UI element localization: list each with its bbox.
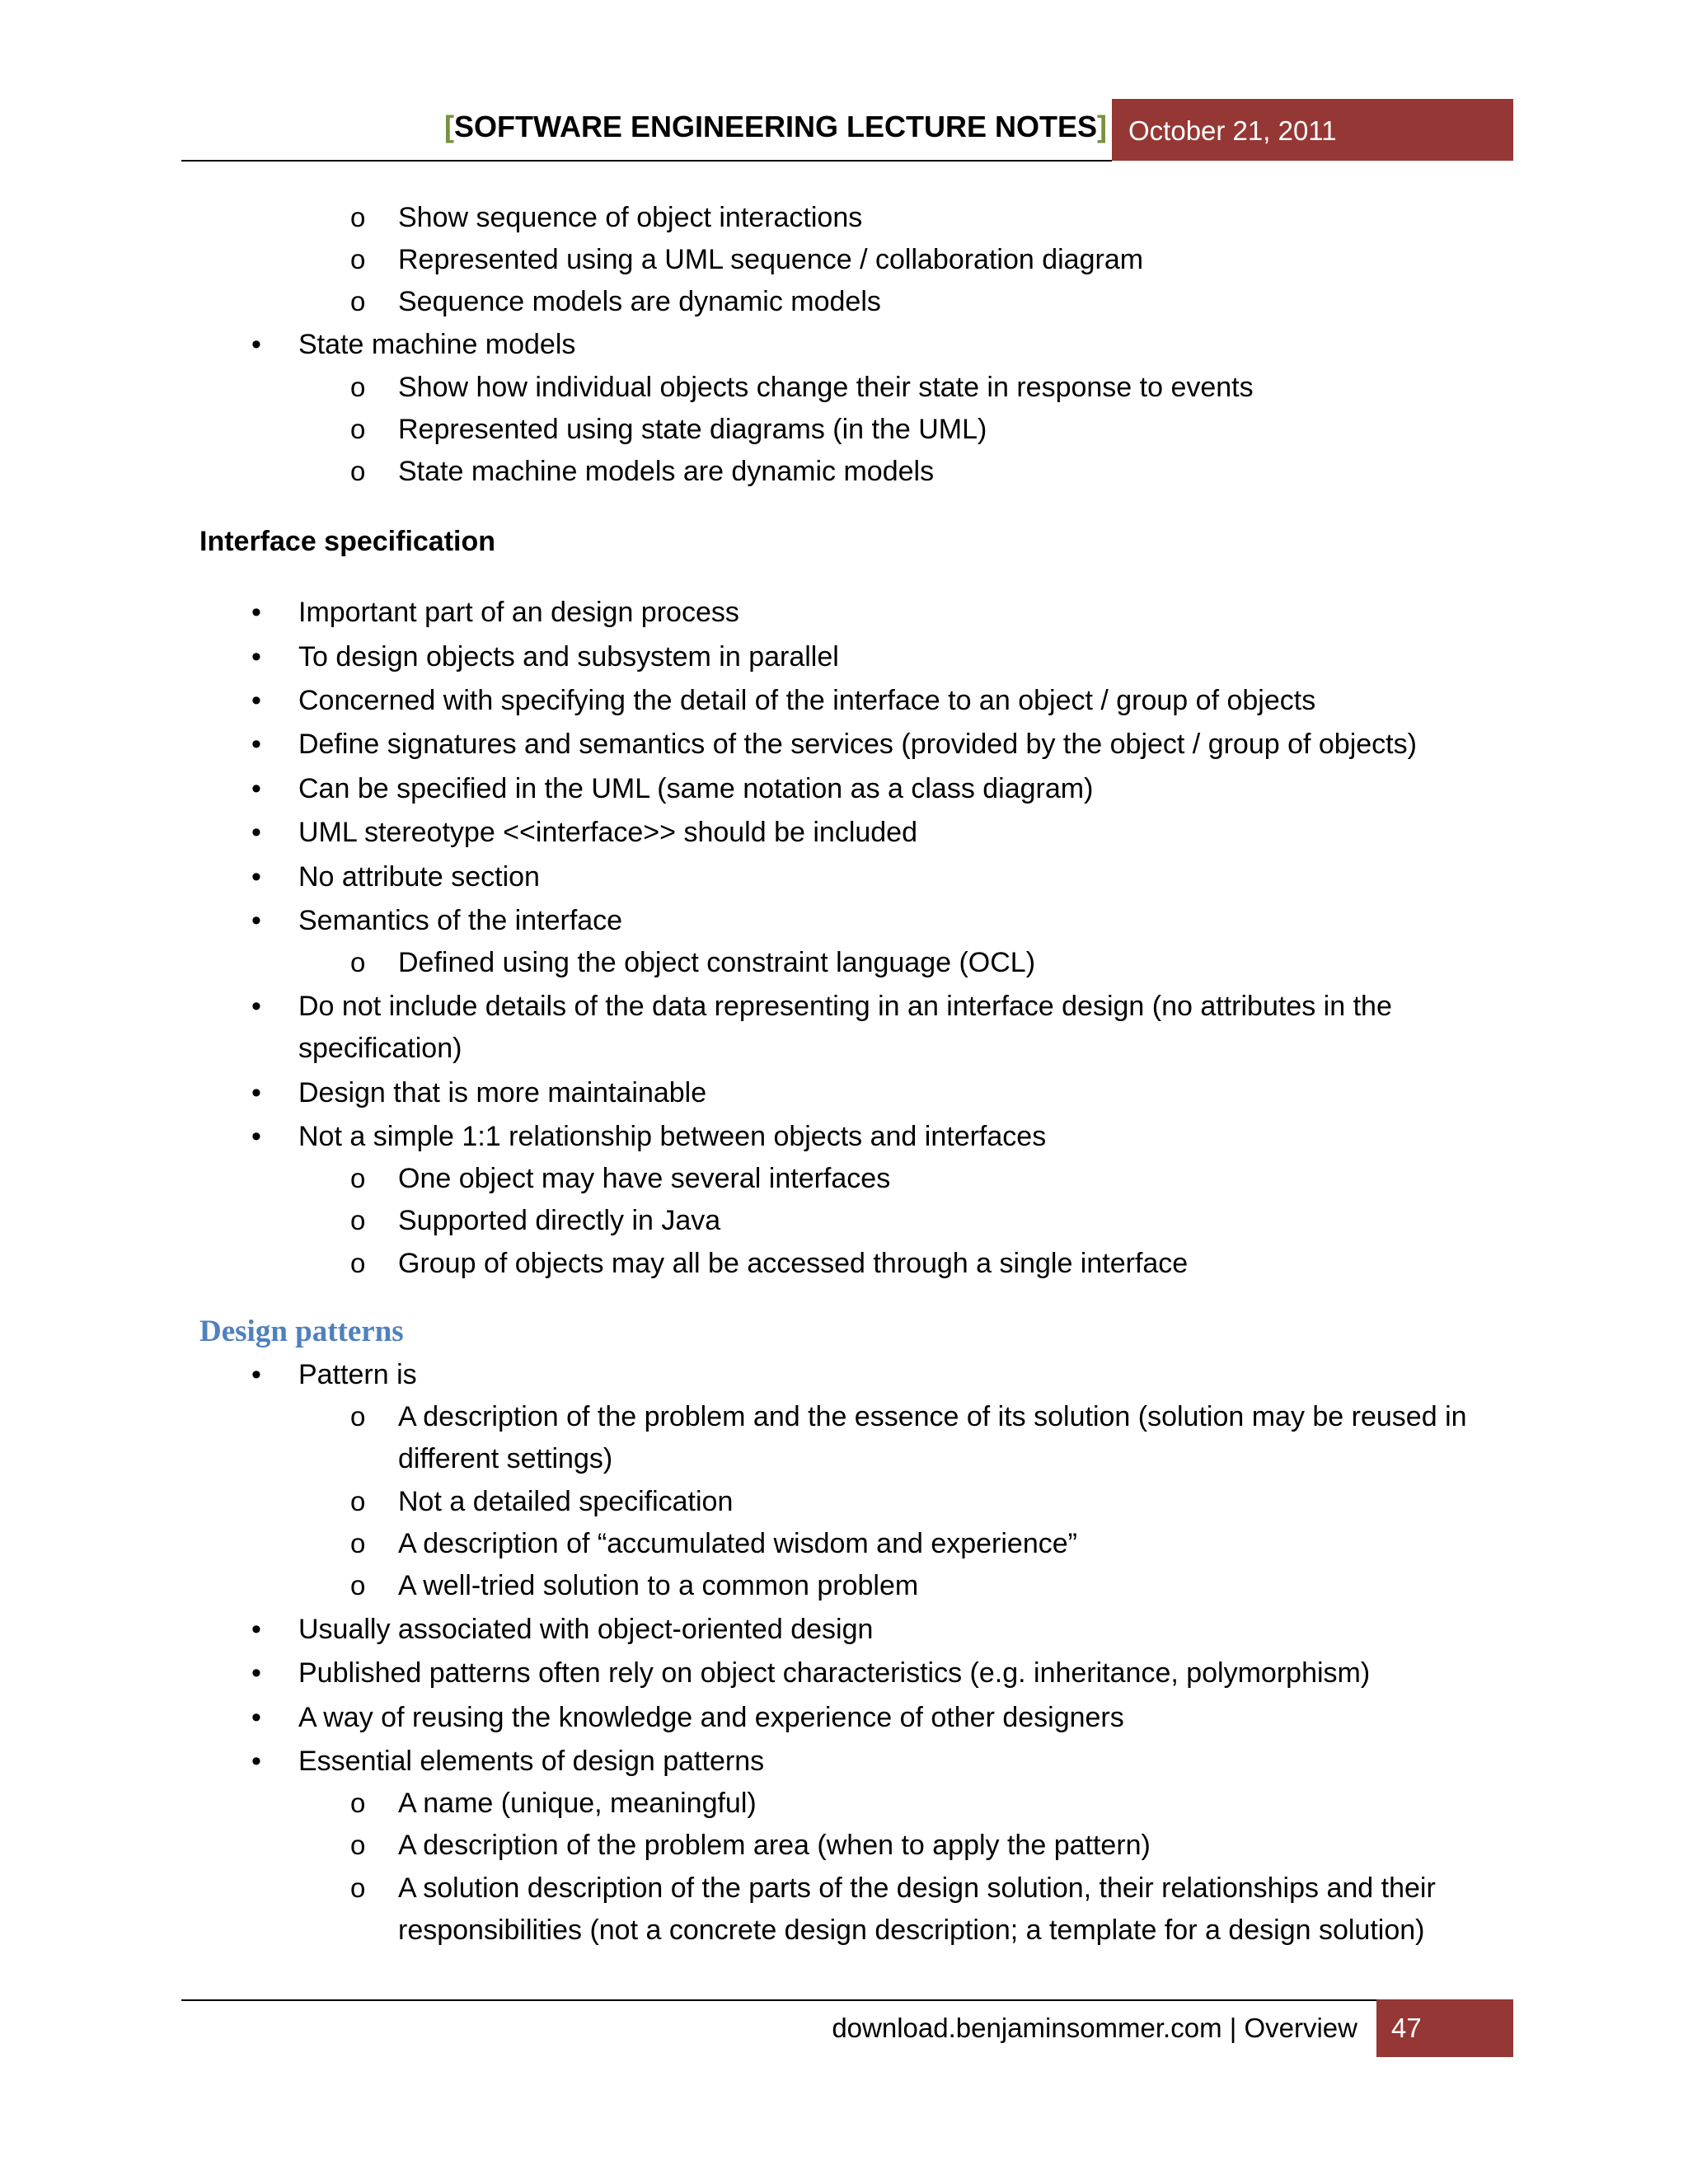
list-item-continuation: different settings): [398, 1443, 613, 1474]
bullet-circle: o: [350, 1788, 366, 1818]
footer-divider: [181, 1999, 1376, 2001]
list-item: A description of the problem and the essence of its solution (solution may be reused in: [398, 1401, 1467, 1432]
list-item: A well-tried solution to a common problem: [398, 1570, 919, 1601]
bullet-dot: •: [251, 1077, 261, 1108]
list-item: Supported directly in Java: [398, 1205, 721, 1236]
bullet-circle: o: [350, 244, 366, 274]
bullet-dot: •: [251, 729, 261, 760]
bullet-dot: •: [251, 1359, 261, 1390]
bullet-dot: •: [251, 597, 261, 628]
list-item: UML stereotype <<interface>> should be included: [298, 817, 918, 848]
footer-text: download.benjaminsommer.com | Overview: [832, 2013, 1357, 2043]
list-item: Group of objects may all be accessed through a single interface: [398, 1248, 1189, 1279]
list-item: Define signatures and semantics of the services (provided by the object / group of objects): [298, 729, 1417, 760]
list-item: Sequence models are dynamic models: [398, 286, 881, 317]
list-item: A solution description of the parts of the design solution, their relationships and their: [398, 1872, 1436, 1904]
bullet-circle: o: [350, 1486, 366, 1516]
list-item: Show how individual objects change their state in response to events: [398, 372, 1254, 403]
list-item-continuation: responsibilities (not a concrete design description; a template for a design solution): [398, 1915, 1425, 1946]
list-item: Important part of an design process: [298, 597, 739, 628]
bullet-dot: •: [251, 773, 261, 804]
bullet-circle: o: [350, 1872, 366, 1903]
header-date: October 21, 2011: [1112, 99, 1513, 161]
interface-spec-heading: Interface specification: [199, 526, 496, 557]
bullet-dot: •: [251, 1121, 261, 1152]
list-item: No attribute section: [298, 861, 540, 893]
bullet-circle: o: [350, 456, 366, 486]
bullet-dot: •: [251, 329, 261, 360]
bullet-dot: •: [251, 817, 261, 848]
bullet-circle: o: [350, 414, 366, 444]
bullet-circle: o: [350, 372, 366, 402]
list-item: Not a detailed specification: [398, 1486, 734, 1517]
list-item: To design objects and subsystem in parallel: [298, 641, 839, 673]
header-bracket-close: ]: [1097, 110, 1107, 143]
list-item: Defined using the object constraint language (OCL): [398, 947, 1036, 978]
list-item: Semantics of the interface: [298, 905, 623, 936]
design-patterns-heading: Design patterns: [199, 1315, 404, 1348]
header-title-text: SOFTWARE ENGINEERING LECTURE NOTES: [453, 110, 1097, 143]
header-bracket-open: [: [443, 110, 454, 143]
list-item-continuation: specification): [298, 1033, 462, 1064]
list-item: State machine models: [298, 329, 576, 360]
bullet-dot: •: [251, 1746, 261, 1777]
bullet-circle: o: [350, 1205, 366, 1235]
header-divider: [181, 160, 1112, 162]
list-item: Represented using a UML sequence / collaboration diagram: [398, 244, 1144, 275]
bullet-circle: o: [350, 286, 366, 316]
bullet-dot: •: [251, 1702, 261, 1733]
bullet-circle: o: [350, 1528, 366, 1558]
bullet-circle: o: [350, 1248, 366, 1278]
bullet-dot: •: [251, 1657, 261, 1689]
list-item: A way of reusing the knowledge and experience of other designers: [298, 1702, 1124, 1733]
bullet-circle: o: [350, 947, 366, 977]
list-item: Do not include details of the data representing in an interface design (no attributes in the: [298, 991, 1392, 1022]
list-item: Concerned with specifying the detail of the interface to an object / group of objects: [298, 685, 1316, 716]
list-item: Can be specified in the UML (same notation as a class diagram): [298, 773, 1094, 804]
list-item: Design that is more maintainable: [298, 1077, 707, 1108]
list-item: Not a simple 1:1 relationship between objects and interfaces: [298, 1121, 1047, 1152]
header-title: [444, 110, 1107, 144]
bullet-circle: o: [350, 1830, 366, 1860]
list-item: State machine models are dynamic models: [398, 456, 935, 487]
bullet-dot: •: [251, 905, 261, 936]
bullet-dot: •: [251, 641, 261, 673]
bullet-dot: •: [251, 1614, 261, 1645]
list-item: One object may have several interfaces: [398, 1163, 891, 1194]
bullet-dot: •: [251, 991, 261, 1022]
list-item: Usually associated with object-oriented design: [298, 1614, 874, 1645]
list-item: Represented using state diagrams (in the UML): [398, 414, 987, 445]
page-number: 47: [1376, 1999, 1513, 2057]
bullet-dot: •: [251, 685, 261, 716]
bullet-circle: o: [350, 1163, 366, 1193]
list-item: A name (unique, meaningful): [398, 1788, 757, 1819]
list-item: A description of “accumulated wisdom and experience”: [398, 1528, 1077, 1559]
bullet-circle: o: [350, 202, 366, 232]
list-item: Show sequence of object interactions: [398, 202, 863, 233]
list-item: Pattern is: [298, 1359, 417, 1390]
bullet-dot: •: [251, 861, 261, 893]
bullet-circle: o: [350, 1570, 366, 1601]
bullet-circle: o: [350, 1401, 366, 1432]
list-item: A description of the problem area (when to apply the pattern): [398, 1830, 1151, 1861]
list-item: Essential elements of design patterns: [298, 1746, 765, 1777]
list-item: Published patterns often rely on object characteristics (e.g. inheritance, polymorphism): [298, 1657, 1371, 1689]
